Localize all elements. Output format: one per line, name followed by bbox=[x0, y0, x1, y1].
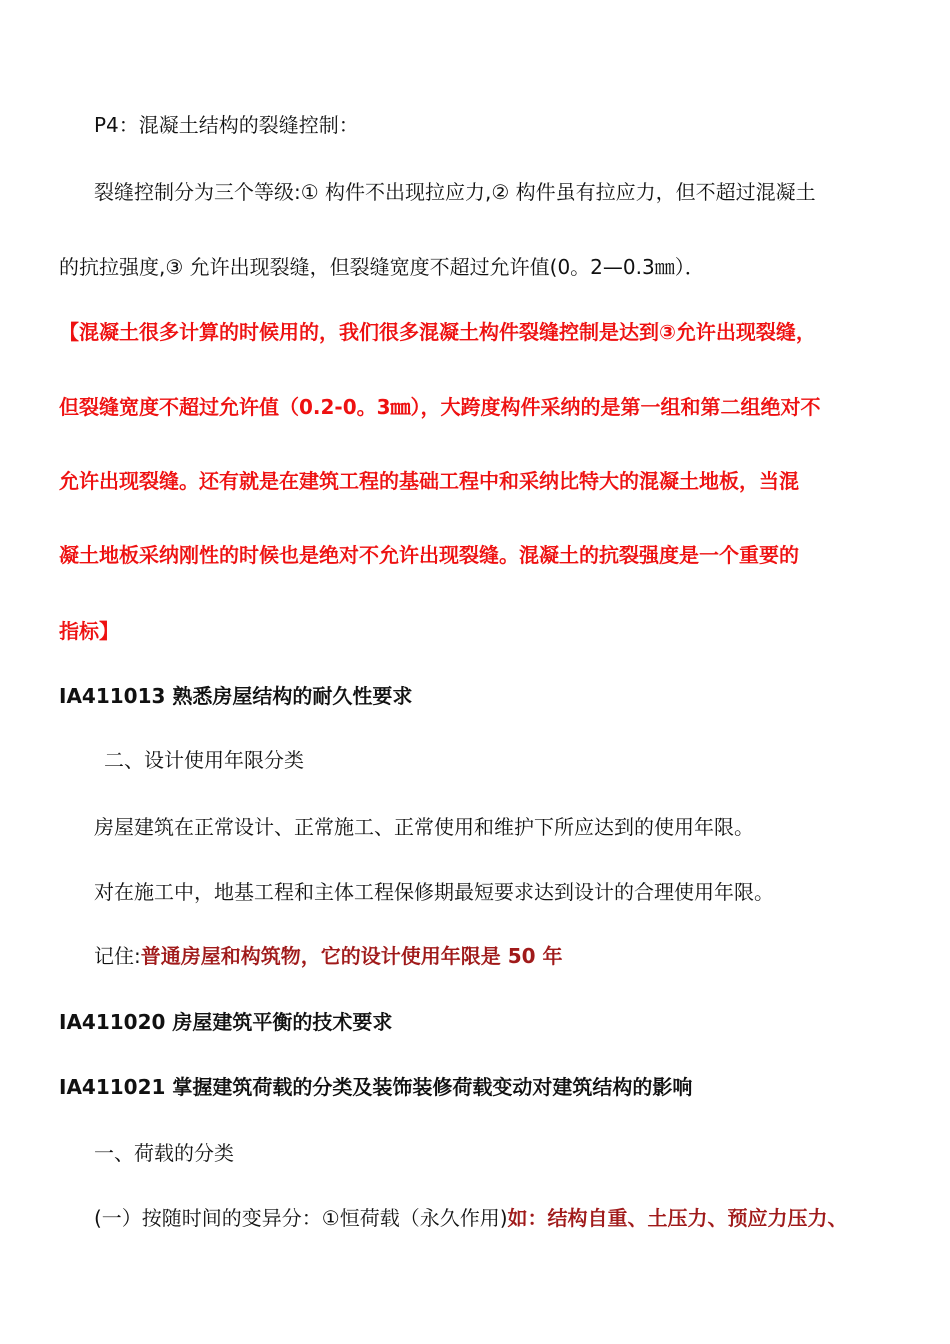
load-time-examples: 如：结构自重、土压力、预应力压力、 bbox=[507, 1206, 848, 1230]
heading-ia411020: IA411020 房屋建筑平衡的技术要求 bbox=[59, 1010, 393, 1034]
remember-prefix: 记住: bbox=[94, 944, 141, 968]
section-title-p4: P4：混凝土结构的裂缝控制： bbox=[94, 113, 359, 137]
design-life-definition: 房屋建筑在正常设计、正常施工、正常使用和维护下所应达到的使用年限。 bbox=[94, 815, 754, 839]
crack-control-paragraph-line-1: 裂缝控制分为三个等级:① 构件不出现拉应力,② 构件虽有拉应力，但不超过混凝土 bbox=[94, 180, 816, 204]
warranty-paragraph: 对在施工中，地基工程和主体工程保修期最短要求达到设计的合理使用年限。 bbox=[94, 880, 774, 904]
note-line-5: 指标】 bbox=[59, 619, 119, 643]
note-line-4: 凝土地板采纳刚性的时候也是绝对不允许出现裂缝。混凝土的抗裂强度是一个重要的 bbox=[59, 543, 799, 567]
crack-control-paragraph-line-2: 的抗拉强度,③ 允许出现裂缝，但裂缝宽度不超过允许值(0。2—0.3㎜）． bbox=[59, 255, 705, 279]
heading-ia411021: IA411021 掌握建筑荷载的分类及装饰装修荷载变动对建筑结构的影响 bbox=[59, 1075, 693, 1099]
note-line-2: 但裂缝宽度不超过允许值（0.2-0。3㎜），大跨度构件采纳的是第一组和第二组绝对不 bbox=[59, 395, 821, 419]
remember-highlight: 普通房屋和构筑物，它的设计使用年限是 50 年 bbox=[140, 944, 563, 968]
remember-line bbox=[94, 942, 563, 970]
heading-ia411013: IA411013 熟悉房屋结构的耐久性要求 bbox=[59, 684, 413, 708]
load-time-variation-line bbox=[94, 1204, 848, 1232]
subheading-design-life: 二、设计使用年限分类 bbox=[104, 748, 304, 772]
note-line-1: 【混凝土很多计算的时候用的，我们很多混凝土构件裂缝控制是达到③允许出现裂缝， bbox=[59, 320, 816, 344]
note-line-3: 允许出现裂缝。还有就是在建筑工程的基础工程中和采纳比特大的混凝土地板，当混 bbox=[59, 469, 799, 493]
subheading-load-classification: 一、荷载的分类 bbox=[94, 1141, 234, 1165]
load-time-prefix: (一）按随时间的变异分：①恒荷载（永久作用) bbox=[94, 1206, 508, 1230]
